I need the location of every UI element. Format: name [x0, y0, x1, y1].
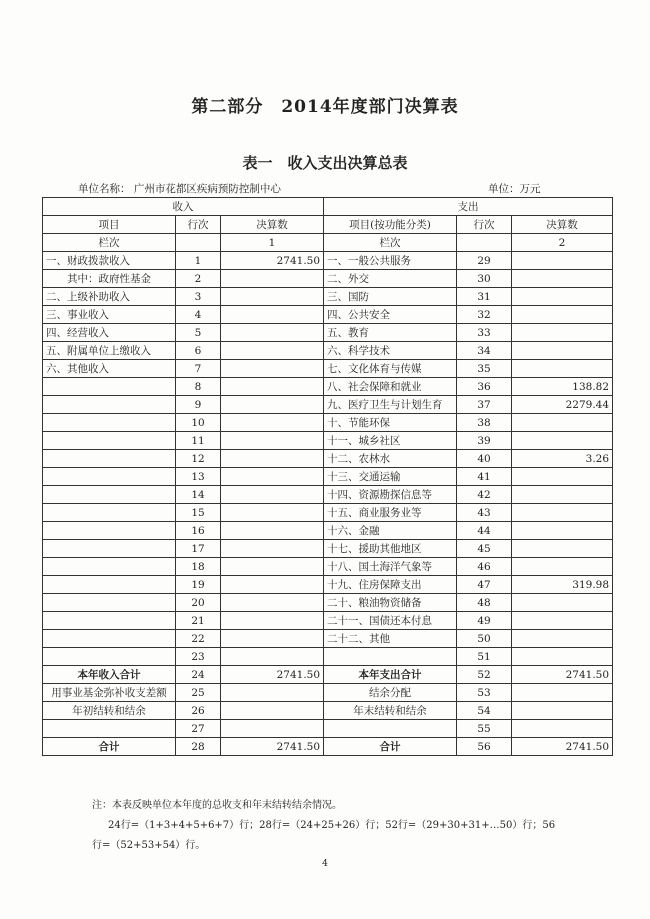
table-row [43, 612, 613, 630]
expense-row-no: 31 [457, 288, 512, 306]
empty-cell [324, 720, 457, 738]
expense-row-no: 45 [457, 540, 512, 558]
expense-col-index: 2 [512, 234, 613, 252]
expense-amount [512, 324, 613, 342]
table-row [43, 576, 613, 594]
income-amount [221, 594, 324, 612]
income-item [43, 522, 176, 540]
expense-item: 一、一般公共服务 [324, 252, 457, 270]
expense-item: 三、国防 [324, 288, 457, 306]
expense-item: 十三、交通运输 [324, 468, 457, 486]
expense-amount [512, 504, 613, 522]
expense-item: 七、文化体育与传媒 [324, 360, 457, 378]
expense-amount [512, 594, 613, 612]
year-total-row [43, 666, 613, 684]
table-data-rows [43, 252, 613, 666]
unit-label: 单位：万元 [488, 183, 541, 195]
empty-cell [221, 720, 324, 738]
expense-item: 六、科学技术 [324, 342, 457, 360]
expense-item-header: 项目(按功能分类) [324, 216, 457, 234]
table-row [43, 648, 613, 666]
empty-cell [176, 234, 221, 252]
expense-row-no: 50 [457, 630, 512, 648]
expense-item: 二十、粮油物资储备 [324, 594, 457, 612]
surplus-amount [512, 684, 613, 702]
income-amount [221, 432, 324, 450]
surplus-label: 结余分配 [324, 684, 457, 702]
expense-row-no: 42 [457, 486, 512, 504]
end-carryover-label: 年末结转和结余 [324, 702, 457, 720]
expense-item [324, 648, 457, 666]
table-row [43, 522, 613, 540]
header-row-columns [43, 216, 613, 234]
income-amount [221, 522, 324, 540]
part-title: 第二部分 2014年度部门决算表 [191, 97, 459, 117]
unit-line [78, 181, 578, 196]
table-row [43, 468, 613, 486]
income-row-no: 4 [176, 306, 221, 324]
table-row [43, 594, 613, 612]
table-row [43, 306, 613, 324]
table-row [43, 432, 613, 450]
expense-item: 九、医疗卫生与计划生育 [324, 396, 457, 414]
table-row [43, 540, 613, 558]
income-amount [221, 468, 324, 486]
expense-amount [512, 306, 613, 324]
end-carryover-amount [512, 702, 613, 720]
expense-item: 十六、金融 [324, 522, 457, 540]
expense-row-no: 38 [457, 414, 512, 432]
income-amount [221, 540, 324, 558]
income-amount: 2741.50 [221, 252, 324, 270]
income-item [43, 558, 176, 576]
expense-row-no: 36 [457, 378, 512, 396]
expense-row-no: 48 [457, 594, 512, 612]
table-row [43, 252, 613, 270]
begin-carryover-no: 26 [176, 702, 221, 720]
income-row-no: 20 [176, 594, 221, 612]
income-row-no: 21 [176, 612, 221, 630]
expense-grand-amount: 2741.50 [512, 738, 613, 756]
expense-amount-header: 决算数 [512, 216, 613, 234]
income-amount [221, 648, 324, 666]
expense-item: 十八、国土海洋气象等 [324, 558, 457, 576]
income-grand-label: 合计 [43, 738, 176, 756]
expense-col-label: 栏次 [324, 234, 457, 252]
income-item: 四、经营收入 [43, 324, 176, 342]
table-row [43, 504, 613, 522]
income-amount [221, 630, 324, 648]
table-title: 表一 收入支出决算总表 [242, 154, 408, 172]
income-row-no: 2 [176, 270, 221, 288]
income-row-no: 12 [176, 450, 221, 468]
expense-amount [512, 288, 613, 306]
blank-expense-no: 55 [457, 720, 512, 738]
income-item [43, 450, 176, 468]
income-amount [221, 378, 324, 396]
empty-cell [512, 720, 613, 738]
income-row-no: 9 [176, 396, 221, 414]
table-row [43, 342, 613, 360]
blank-income-no: 27 [176, 720, 221, 738]
income-row-no: 10 [176, 414, 221, 432]
expense-total-amount: 2741.50 [512, 666, 613, 684]
expense-item: 十二、农林水 [324, 450, 457, 468]
expense-row-no: 51 [457, 648, 512, 666]
expense-amount [512, 558, 613, 576]
expense-grand-label: 合计 [324, 738, 457, 756]
income-item [43, 540, 176, 558]
expense-amount: 319.98 [512, 576, 613, 594]
income-row-no: 16 [176, 522, 221, 540]
income-amount [221, 342, 324, 360]
income-amount [221, 450, 324, 468]
income-row-no: 17 [176, 540, 221, 558]
expense-header: 支出 [324, 198, 613, 216]
fund-gap-no: 25 [176, 684, 221, 702]
expense-item: 五、教育 [324, 324, 457, 342]
expense-amount [512, 630, 613, 648]
note-line-1: 注：本表反映单位本年度的总收支和年末结转结余情况。 [92, 800, 342, 811]
expense-amount [512, 270, 613, 288]
expense-amount [512, 414, 613, 432]
income-rowno-header: 行次 [176, 216, 221, 234]
income-item [43, 432, 176, 450]
expense-amount [512, 540, 613, 558]
table-row [43, 486, 613, 504]
column-index-row [43, 234, 613, 252]
expense-row-no: 49 [457, 612, 512, 630]
table-body [43, 198, 613, 252]
income-grand-amount: 2741.50 [221, 738, 324, 756]
expense-item: 十四、资源勘探信息等 [324, 486, 457, 504]
income-amount [221, 288, 324, 306]
expense-row-no: 46 [457, 558, 512, 576]
income-total-amount: 2741.50 [221, 666, 324, 684]
begin-carryover-amount [221, 702, 324, 720]
page-number: 4 [322, 859, 328, 869]
expense-row-no: 30 [457, 270, 512, 288]
income-amount [221, 576, 324, 594]
income-row-no: 3 [176, 288, 221, 306]
table-row [43, 360, 613, 378]
income-amount [221, 414, 324, 432]
expense-row-no: 33 [457, 324, 512, 342]
expense-item: 十五、商业服务业等 [324, 504, 457, 522]
expense-rowno-header: 行次 [457, 216, 512, 234]
expense-row-no: 37 [457, 396, 512, 414]
fund-gap-label: 用事业基金弥补收支差额 [43, 684, 176, 702]
income-item-header: 项目 [43, 216, 176, 234]
expense-amount [512, 522, 613, 540]
empty-cell [43, 720, 176, 738]
table-row [43, 288, 613, 306]
income-item [43, 414, 176, 432]
income-row-no: 6 [176, 342, 221, 360]
income-amount [221, 486, 324, 504]
income-row-no: 7 [176, 360, 221, 378]
income-item: 五、附属单位上缴收入 [43, 342, 176, 360]
income-row-no: 23 [176, 648, 221, 666]
expense-total-label: 本年支出合计 [324, 666, 457, 684]
income-amount [221, 270, 324, 288]
income-row-no: 8 [176, 378, 221, 396]
grand-total-row [43, 738, 613, 756]
fund-surplus-row [43, 684, 613, 702]
table-row [43, 450, 613, 468]
income-total-label: 本年收入合计 [43, 666, 176, 684]
expense-item: 十九、住房保障支出 [324, 576, 457, 594]
income-row-no: 19 [176, 576, 221, 594]
income-row-no: 14 [176, 486, 221, 504]
expense-item: 八、社会保障和就业 [324, 378, 457, 396]
expense-row-no: 43 [457, 504, 512, 522]
income-col-index: 1 [221, 234, 324, 252]
begin-carryover-label: 年初结转和结余 [43, 702, 176, 720]
expense-row-no: 41 [457, 468, 512, 486]
expense-amount [512, 612, 613, 630]
income-amount-header: 决算数 [221, 216, 324, 234]
income-item [43, 594, 176, 612]
header-row-group [43, 198, 613, 216]
income-item [43, 504, 176, 522]
unit-name: 广州市花都区疾病预防控制中心 [133, 183, 281, 195]
unit-name-label: 单位名称： [78, 183, 131, 195]
expense-item: 二、外交 [324, 270, 457, 288]
income-header: 收入 [43, 198, 324, 216]
expense-amount [512, 432, 613, 450]
income-row-no: 22 [176, 630, 221, 648]
expense-amount [512, 342, 613, 360]
income-item [43, 576, 176, 594]
income-row-no: 5 [176, 324, 221, 342]
table-row [43, 414, 613, 432]
income-item: 二、上级补助收入 [43, 288, 176, 306]
expense-item: 十一、城乡社区 [324, 432, 457, 450]
expense-amount: 138.82 [512, 378, 613, 396]
blank-row [43, 720, 613, 738]
income-row-no: 11 [176, 432, 221, 450]
table-row [43, 396, 613, 414]
expense-amount [512, 468, 613, 486]
note-line-2: 24行=（1+3+4+5+6+7）行；28行=（24+25+26）行；52行=（29+30+31+…50）行；56 [108, 820, 556, 831]
expense-item: 十七、援助其他地区 [324, 540, 457, 558]
note-line-3: 行=（52+53+54）行。 [92, 840, 206, 851]
income-col-label: 栏次 [43, 234, 176, 252]
carryover-row [43, 702, 613, 720]
income-item [43, 396, 176, 414]
expense-row-no: 29 [457, 252, 512, 270]
income-item: 六、其他收入 [43, 360, 176, 378]
income-amount [221, 612, 324, 630]
income-amount [221, 558, 324, 576]
expense-amount: 2279.44 [512, 396, 613, 414]
table-row [43, 630, 613, 648]
income-expense-table [42, 197, 613, 756]
expense-row-no: 34 [457, 342, 512, 360]
expense-amount [512, 648, 613, 666]
income-item: 三、事业收入 [43, 306, 176, 324]
expense-row-no: 32 [457, 306, 512, 324]
surplus-no: 53 [457, 684, 512, 702]
expense-amount [512, 360, 613, 378]
income-item [43, 378, 176, 396]
income-item: 其中：政府性基金 [43, 270, 176, 288]
expense-row-no: 35 [457, 360, 512, 378]
table-row [43, 270, 613, 288]
expense-item: 四、公共安全 [324, 306, 457, 324]
income-row-no: 15 [176, 504, 221, 522]
expense-row-no: 40 [457, 450, 512, 468]
income-amount [221, 324, 324, 342]
income-grand-no: 28 [176, 738, 221, 756]
income-total-no: 24 [176, 666, 221, 684]
income-item [43, 630, 176, 648]
income-item [43, 468, 176, 486]
table-row [43, 324, 613, 342]
expense-item: 二十一、国债还本付息 [324, 612, 457, 630]
income-row-no: 18 [176, 558, 221, 576]
income-amount [221, 396, 324, 414]
expense-amount: 3.26 [512, 450, 613, 468]
expense-grand-no: 56 [457, 738, 512, 756]
end-carryover-no: 54 [457, 702, 512, 720]
expense-row-no: 44 [457, 522, 512, 540]
table-row [43, 558, 613, 576]
fund-gap-amount [221, 684, 324, 702]
expense-total-no: 52 [457, 666, 512, 684]
income-amount [221, 360, 324, 378]
income-amount [221, 504, 324, 522]
income-item [43, 486, 176, 504]
income-row-no: 1 [176, 252, 221, 270]
table-row [43, 378, 613, 396]
expense-row-no: 39 [457, 432, 512, 450]
expense-item: 十、节能环保 [324, 414, 457, 432]
expense-amount [512, 252, 613, 270]
income-item [43, 612, 176, 630]
expense-row-no: 47 [457, 576, 512, 594]
expense-item: 二十二、其他 [324, 630, 457, 648]
empty-cell [457, 234, 512, 252]
income-amount [221, 306, 324, 324]
income-item: 一、财政拨款收入 [43, 252, 176, 270]
income-item [43, 648, 176, 666]
income-row-no: 13 [176, 468, 221, 486]
table-totals [43, 666, 613, 756]
expense-amount [512, 486, 613, 504]
